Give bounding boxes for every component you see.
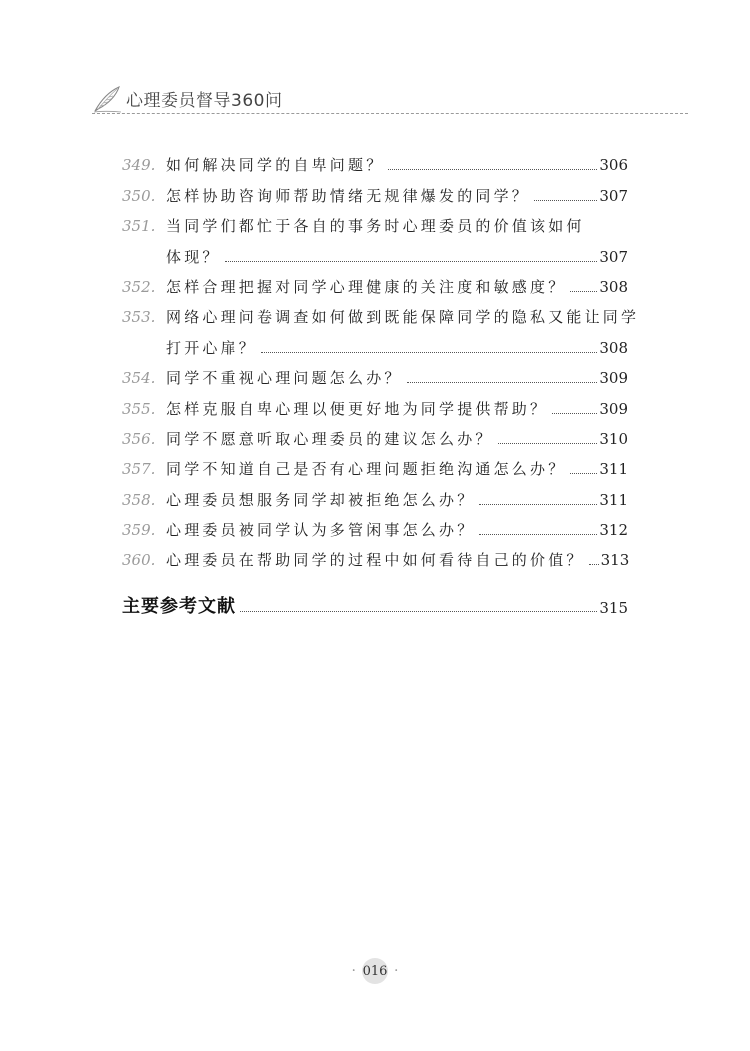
toc-entry-page-number: 309 bbox=[599, 399, 628, 418]
toc-entry-number: 357. bbox=[122, 460, 156, 479]
footer-dot-right: · bbox=[394, 963, 399, 979]
toc-entry[interactable] bbox=[122, 419, 628, 449]
dot-leader bbox=[240, 611, 597, 612]
dot-leader bbox=[534, 200, 597, 201]
toc-entry-page-number: 311 bbox=[599, 490, 628, 509]
toc-entry-number: 356. bbox=[122, 429, 156, 448]
toc-entry[interactable] bbox=[122, 267, 628, 297]
toc-entry-number: 350. bbox=[122, 186, 156, 205]
dot-leader bbox=[498, 443, 598, 444]
toc-entry-page-number: 310 bbox=[599, 429, 628, 448]
dot-leader bbox=[225, 261, 598, 262]
dot-leader bbox=[388, 169, 597, 170]
toc-entry-title: 心理委员在帮助同学的过程中如何看待自己的价值？ bbox=[166, 551, 585, 570]
quill-leaf-icon bbox=[92, 84, 122, 114]
toc-entry-page-number: 311 bbox=[599, 460, 628, 479]
toc-entry-title: 心理委员被同学认为多管闲事怎么办？ bbox=[166, 521, 476, 540]
toc-entry[interactable] bbox=[122, 388, 628, 418]
toc-entry[interactable] bbox=[122, 236, 628, 266]
toc-entry[interactable] bbox=[122, 206, 628, 236]
dot-leader bbox=[261, 352, 597, 353]
toc-entry-title: 如何解决同学的自卑问题？ bbox=[166, 156, 385, 175]
toc-entry-number: 360. bbox=[122, 551, 156, 570]
toc-entry-title: 心理委员想服务同学却被拒绝怎么办？ bbox=[166, 490, 476, 509]
toc-entry-references[interactable] bbox=[122, 590, 628, 618]
toc-entry-title: 网络心理问卷调查如何做到既能保障同学的隐私又能让同学 bbox=[166, 308, 640, 327]
toc-entry-title: 怎样克服自卑心理以便更好地为同学提供帮助？ bbox=[166, 399, 549, 418]
toc-entry-title: 打开心扉？ bbox=[166, 338, 258, 357]
toc-entry-title: 怎样合理把握对同学心理健康的关注度和敏感度？ bbox=[166, 277, 567, 296]
toc-entry-title: 怎样协助咨询师帮助情绪无规律爆发的同学？ bbox=[166, 186, 531, 205]
toc-entry-number: 351. bbox=[122, 217, 156, 236]
toc-entry[interactable] bbox=[122, 510, 628, 540]
toc-entry-title: 同学不愿意听取心理委员的建议怎么办？ bbox=[166, 429, 494, 448]
toc-entry-title: 当同学们都忙于各自的事务时心理委员的价值该如何 bbox=[166, 217, 585, 236]
toc-entry-title: 体现？ bbox=[166, 247, 221, 266]
dot-leader bbox=[570, 291, 597, 292]
book-title: 心理委员督导360问 bbox=[126, 91, 283, 111]
toc-entry[interactable] bbox=[122, 297, 640, 327]
references-label: 主要参考文献 bbox=[122, 596, 236, 617]
toc-entry-number: 349. bbox=[122, 156, 156, 175]
running-header bbox=[92, 80, 282, 114]
header-divider bbox=[92, 113, 688, 114]
toc-entry-page-number: 308 bbox=[599, 338, 628, 357]
toc-entry-number: 359. bbox=[122, 521, 156, 540]
toc-entry-page-number: 312 bbox=[599, 521, 628, 540]
toc-entry[interactable] bbox=[122, 327, 628, 357]
toc-entry-page-number: 307 bbox=[599, 186, 628, 205]
table-of-contents bbox=[122, 145, 640, 570]
toc-entry-number: 352. bbox=[122, 277, 156, 296]
toc-entry-number: 358. bbox=[122, 490, 156, 509]
toc-entry-page-number: 307 bbox=[599, 247, 628, 266]
toc-entry-title: 同学不知道自己是否有心理问题拒绝沟通怎么办？ bbox=[166, 460, 567, 479]
dot-leader bbox=[589, 564, 599, 565]
toc-entry[interactable] bbox=[122, 449, 628, 479]
dot-leader bbox=[552, 413, 597, 414]
toc-entry[interactable] bbox=[122, 540, 628, 570]
dot-leader bbox=[479, 534, 597, 535]
toc-entry[interactable] bbox=[122, 479, 628, 509]
toc-entry[interactable] bbox=[122, 175, 628, 205]
toc-entry[interactable] bbox=[122, 145, 628, 175]
dot-leader bbox=[479, 504, 597, 505]
toc-entry-page-number: 308 bbox=[599, 277, 628, 296]
toc-entry-page-number: 309 bbox=[599, 369, 628, 388]
toc-entry-page-number: 306 bbox=[599, 156, 628, 175]
toc-entry-number: 354. bbox=[122, 369, 156, 388]
page-number: 016 bbox=[362, 958, 388, 984]
toc-entry-title: 同学不重视心理问题怎么办？ bbox=[166, 369, 403, 388]
toc-entry-page-number: 313 bbox=[600, 551, 630, 570]
footer-dot-left: · bbox=[351, 963, 356, 979]
references-page-number: 315 bbox=[599, 599, 628, 617]
dot-leader bbox=[407, 382, 598, 383]
dot-leader bbox=[570, 473, 597, 474]
page-footer bbox=[0, 958, 750, 984]
toc-entry[interactable] bbox=[122, 358, 628, 388]
toc-entry-number: 355. bbox=[122, 399, 156, 418]
toc-entry-number: 353. bbox=[122, 308, 156, 327]
